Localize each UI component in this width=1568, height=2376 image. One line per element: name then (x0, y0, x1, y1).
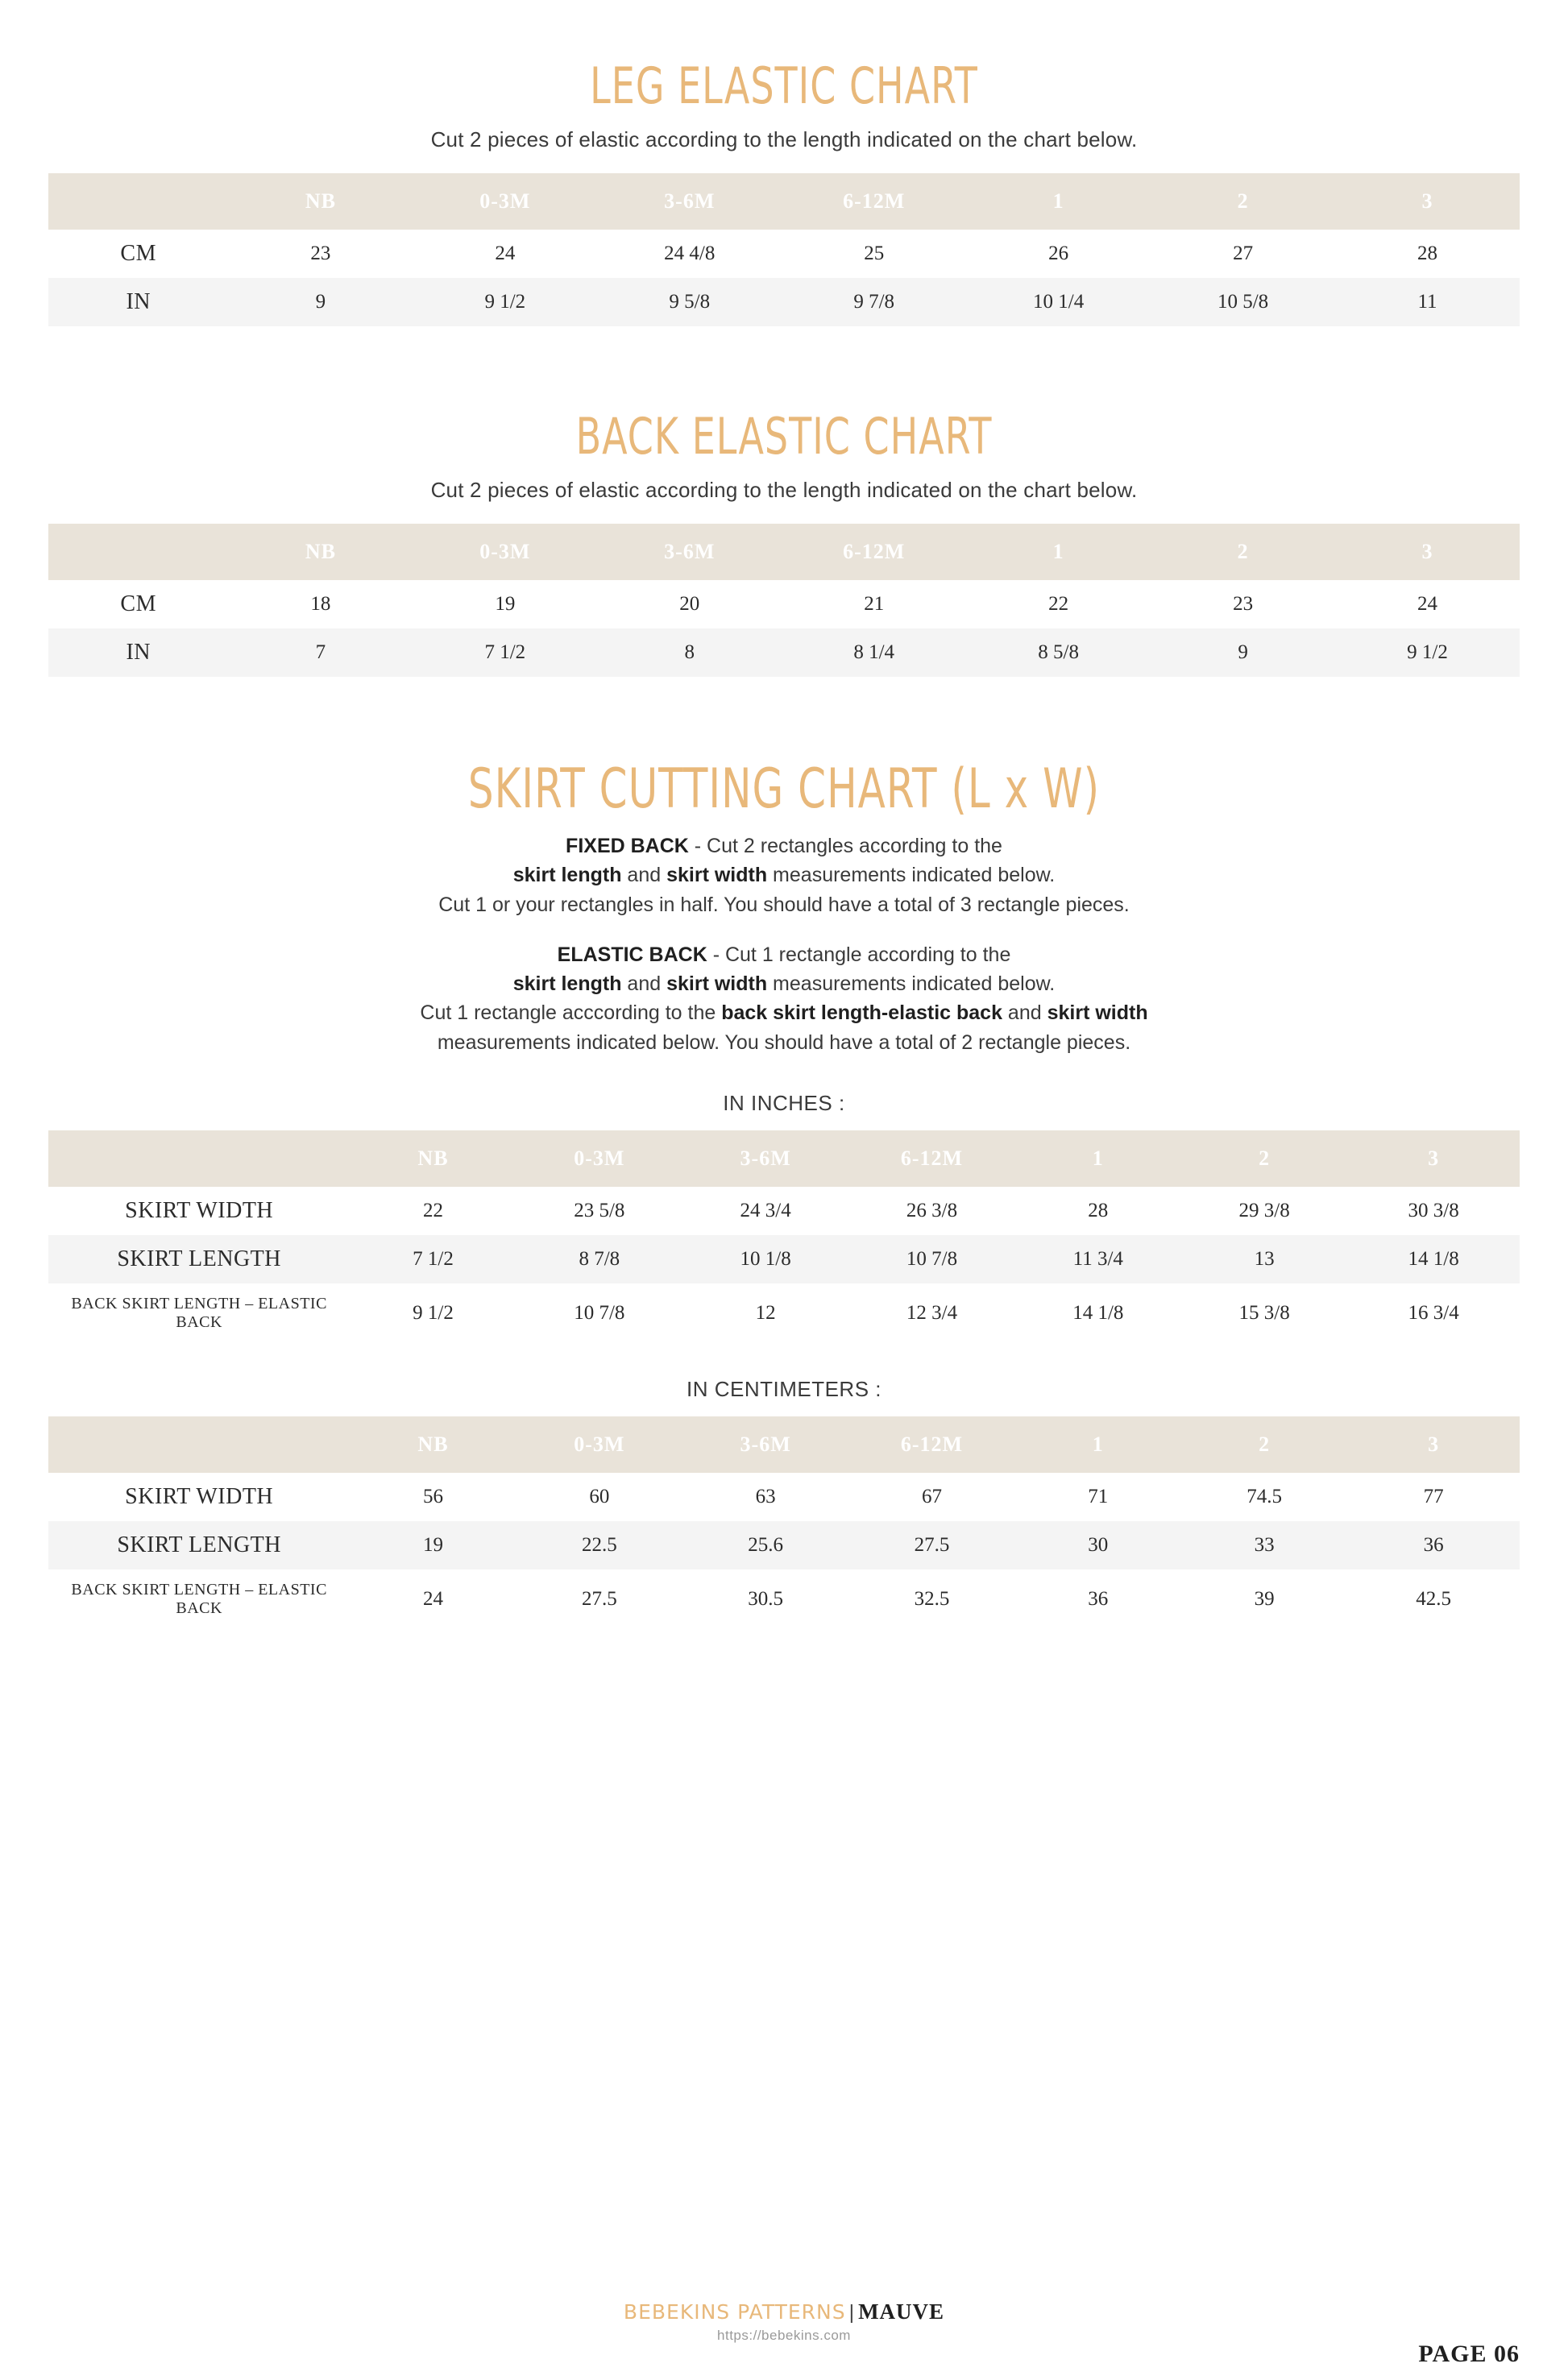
cell: 9 1/2 (350, 1283, 516, 1343)
cell: 10 1/8 (682, 1235, 848, 1283)
cell: 30 (1015, 1521, 1181, 1569)
skirt-length-term: skirt length (512, 864, 622, 887)
cell: 9 (1151, 628, 1335, 677)
corner-cell (48, 524, 228, 580)
row-label-skirt-length: SKIRT LENGTH (48, 1521, 350, 1569)
cell: 24 4/8 (597, 230, 782, 278)
skirt-centimeters-table (48, 1416, 1520, 1629)
skirt-cutting-title: SKIRT CUTTING CHART (L x W) (467, 757, 1101, 821)
cell: 24 (413, 230, 597, 278)
row-label-skirt-width: SKIRT WIDTH (48, 1473, 350, 1521)
cell: 8 (597, 628, 782, 677)
cell: 56 (350, 1473, 516, 1521)
cell: 27.5 (848, 1521, 1014, 1569)
table-row (48, 278, 1520, 326)
cell: 15 3/8 (1181, 1283, 1347, 1343)
brand-name-left: BEBEKINS PATTERNS (623, 2300, 846, 2324)
col-header-nb: NB (228, 524, 413, 580)
cell: 14 1/8 (1015, 1283, 1181, 1343)
cell: 7 (228, 628, 413, 677)
fixed-back-description (48, 831, 1520, 919)
cell: 29 3/8 (1181, 1187, 1347, 1235)
elastic-back-line2-tail: measurements indicated below. (767, 972, 1056, 995)
cell: 21 (782, 580, 966, 628)
table-row (48, 1235, 1520, 1283)
col-header-3-6m: 3-6M (682, 1416, 848, 1473)
elastic-back-line1: - Cut 1 rectangle according to the (707, 943, 1011, 966)
cell: 8 1/4 (782, 628, 966, 677)
cell: 22 (350, 1187, 516, 1235)
table-header-row (48, 173, 1520, 230)
cell: 26 (966, 230, 1151, 278)
cell: 25 (782, 230, 966, 278)
row-label-skirt-length: SKIRT LENGTH (48, 1235, 350, 1283)
cell: 24 3/4 (682, 1187, 848, 1235)
row-label-in: IN (48, 628, 228, 677)
col-header-nb: NB (228, 173, 413, 230)
cell: 60 (516, 1473, 682, 1521)
leg-elastic-subtitle: Cut 2 pieces of elastic according to the length indicated on the chart below. (430, 127, 1138, 151)
cell: 13 (1181, 1235, 1347, 1283)
cell: 8 7/8 (516, 1235, 682, 1283)
row-label-skirt-width: SKIRT WIDTH (48, 1187, 350, 1235)
col-header-nb: NB (350, 1416, 516, 1473)
elastic-back-label: ELASTIC BACK (557, 943, 707, 966)
table-row (48, 1473, 1520, 1521)
cell: 23 5/8 (516, 1187, 682, 1235)
back-elastic-section-header (48, 407, 1520, 466)
cell: 28 (1335, 230, 1520, 278)
elastic-back-description (48, 940, 1520, 1057)
centimeters-label: IN CENTIMETERS : (686, 1376, 881, 1401)
and-term: and (1002, 1001, 1047, 1025)
elastic-back-line4: measurements indicated below. You should have a total of 2 rectangle pieces. (437, 1030, 1131, 1054)
cell: 32.5 (848, 1569, 1014, 1629)
spacer (48, 334, 1520, 383)
cell: 12 (682, 1283, 848, 1343)
table-header-row (48, 1416, 1520, 1473)
brand-name-right: MAUVE (858, 2299, 945, 2324)
back-elastic-subtitle: Cut 2 pieces of elastic according to the length indicated on the chart below. (430, 478, 1138, 502)
row-label-in: IN (48, 278, 228, 326)
skirt-length-term: skirt length (512, 972, 622, 995)
cell: 20 (597, 580, 782, 628)
inches-label: IN INCHES : (723, 1090, 845, 1115)
col-header-3: 3 (1335, 173, 1520, 230)
brand-separator: | (848, 2301, 856, 2324)
table-row (48, 1187, 1520, 1235)
cell: 10 1/4 (966, 278, 1151, 326)
row-label-cm: CM (48, 580, 228, 628)
col-header-6-12m: 6-12M (782, 173, 966, 230)
cell: 11 (1335, 278, 1520, 326)
cell: 22.5 (516, 1521, 682, 1569)
table-row (48, 1521, 1520, 1569)
col-header-3: 3 (1347, 1130, 1520, 1187)
col-header-1: 1 (1015, 1416, 1181, 1473)
back-elastic-table (48, 524, 1520, 677)
cell: 9 (228, 278, 413, 326)
cell: 19 (413, 580, 597, 628)
cell: 24 (350, 1569, 516, 1629)
col-header-2: 2 (1181, 1130, 1347, 1187)
cell: 14 1/8 (1347, 1235, 1520, 1283)
back-elastic-title: BACK ELASTIC CHART (575, 407, 993, 466)
cell: 36 (1015, 1569, 1181, 1629)
cell: 23 (1151, 580, 1335, 628)
col-header-0-3m: 0-3M (516, 1416, 682, 1473)
fixed-back-line2-tail: measurements indicated below. (767, 864, 1056, 887)
page-footer (0, 2299, 1568, 2344)
col-header-3: 3 (1335, 524, 1520, 580)
cell: 11 3/4 (1015, 1235, 1181, 1283)
cell: 10 7/8 (516, 1283, 682, 1343)
cell: 77 (1347, 1473, 1520, 1521)
skirt-width-term: skirt width (1047, 1001, 1148, 1025)
fixed-back-line3: Cut 1 or your rectangles in half. You should have a total of 3 rectangle pieces. (438, 893, 1130, 916)
cell: 67 (848, 1473, 1014, 1521)
col-header-0-3m: 0-3M (516, 1130, 682, 1187)
cell: 12 3/4 (848, 1283, 1014, 1343)
table-header-row (48, 524, 1520, 580)
cell: 39 (1181, 1569, 1347, 1629)
corner-cell (48, 1130, 350, 1187)
skirt-inches-table (48, 1130, 1520, 1343)
cell: 36 (1347, 1521, 1520, 1569)
cell: 16 3/4 (1347, 1283, 1520, 1343)
leg-elastic-section-header (48, 56, 1520, 115)
cell: 28 (1015, 1187, 1181, 1235)
and-term: and (621, 972, 667, 995)
row-label-back-skirt-length: BACK SKIRT LENGTH – ELASTIC BACK (48, 1283, 350, 1343)
cell: 9 1/2 (1335, 628, 1520, 677)
leg-elastic-title: LEG ELASTIC CHART (590, 56, 978, 115)
spacer (48, 685, 1520, 733)
col-header-3-6m: 3-6M (597, 173, 782, 230)
corner-cell (48, 173, 228, 230)
cell: 9 1/2 (413, 278, 597, 326)
col-header-1: 1 (966, 524, 1151, 580)
col-header-2: 2 (1181, 1416, 1347, 1473)
col-header-3: 3 (1347, 1416, 1520, 1473)
cell: 30 3/8 (1347, 1187, 1520, 1235)
cell: 26 3/8 (848, 1187, 1014, 1235)
table-row (48, 230, 1520, 278)
fixed-back-label: FIXED BACK (566, 835, 689, 857)
skirt-width-term: skirt width (666, 972, 768, 995)
skirt-width-term: skirt width (666, 864, 768, 887)
col-header-3-6m: 3-6M (597, 524, 782, 580)
cell: 7 1/2 (413, 628, 597, 677)
footer-brand (0, 2299, 1568, 2324)
elastic-back-line3-head: Cut 1 rectangle acccording to the (420, 1001, 722, 1025)
cell: 9 5/8 (597, 278, 782, 326)
cell: 33 (1181, 1521, 1347, 1569)
col-header-2: 2 (1151, 173, 1335, 230)
fixed-back-line1: - Cut 2 rectangles according to the (688, 835, 1002, 857)
cell: 27.5 (516, 1569, 682, 1629)
cell: 24 (1335, 580, 1520, 628)
cell: 74.5 (1181, 1473, 1347, 1521)
and-term: and (621, 864, 667, 887)
cell: 18 (228, 580, 413, 628)
cell: 63 (682, 1473, 848, 1521)
corner-cell (48, 1416, 350, 1473)
cell: 7 1/2 (350, 1235, 516, 1283)
cell: 9 7/8 (782, 278, 966, 326)
page-number: PAGE 06 (1418, 2341, 1520, 2367)
col-header-1: 1 (1015, 1130, 1181, 1187)
row-label-back-skirt-length: BACK SKIRT LENGTH – ELASTIC BACK (48, 1569, 350, 1629)
skirt-cutting-section-header (48, 757, 1520, 821)
col-header-0-3m: 0-3M (413, 173, 597, 230)
cell: 10 5/8 (1151, 278, 1335, 326)
table-row (48, 1569, 1520, 1629)
col-header-nb: NB (350, 1130, 516, 1187)
back-skirt-length-term: back skirt length-elastic back (721, 1001, 1002, 1025)
table-row (48, 628, 1520, 677)
cell: 23 (228, 230, 413, 278)
cell: 30.5 (682, 1569, 848, 1629)
col-header-6-12m: 6-12M (848, 1130, 1014, 1187)
cell: 19 (350, 1521, 516, 1569)
cell: 25.6 (682, 1521, 848, 1569)
table-header-row (48, 1130, 1520, 1187)
cell: 8 5/8 (966, 628, 1151, 677)
footer-url[interactable]: https://bebekins.com (717, 2328, 851, 2343)
cell: 10 7/8 (848, 1235, 1014, 1283)
col-header-6-12m: 6-12M (848, 1416, 1014, 1473)
cell: 22 (966, 580, 1151, 628)
leg-elastic-table (48, 173, 1520, 326)
table-row (48, 580, 1520, 628)
cell: 42.5 (1347, 1569, 1520, 1629)
col-header-6-12m: 6-12M (782, 524, 966, 580)
col-header-3-6m: 3-6M (682, 1130, 848, 1187)
cell: 27 (1151, 230, 1335, 278)
col-header-2: 2 (1151, 524, 1335, 580)
col-header-1: 1 (966, 173, 1151, 230)
cell: 71 (1015, 1473, 1181, 1521)
table-row (48, 1283, 1520, 1343)
col-header-0-3m: 0-3M (413, 524, 597, 580)
row-label-cm: CM (48, 230, 228, 278)
